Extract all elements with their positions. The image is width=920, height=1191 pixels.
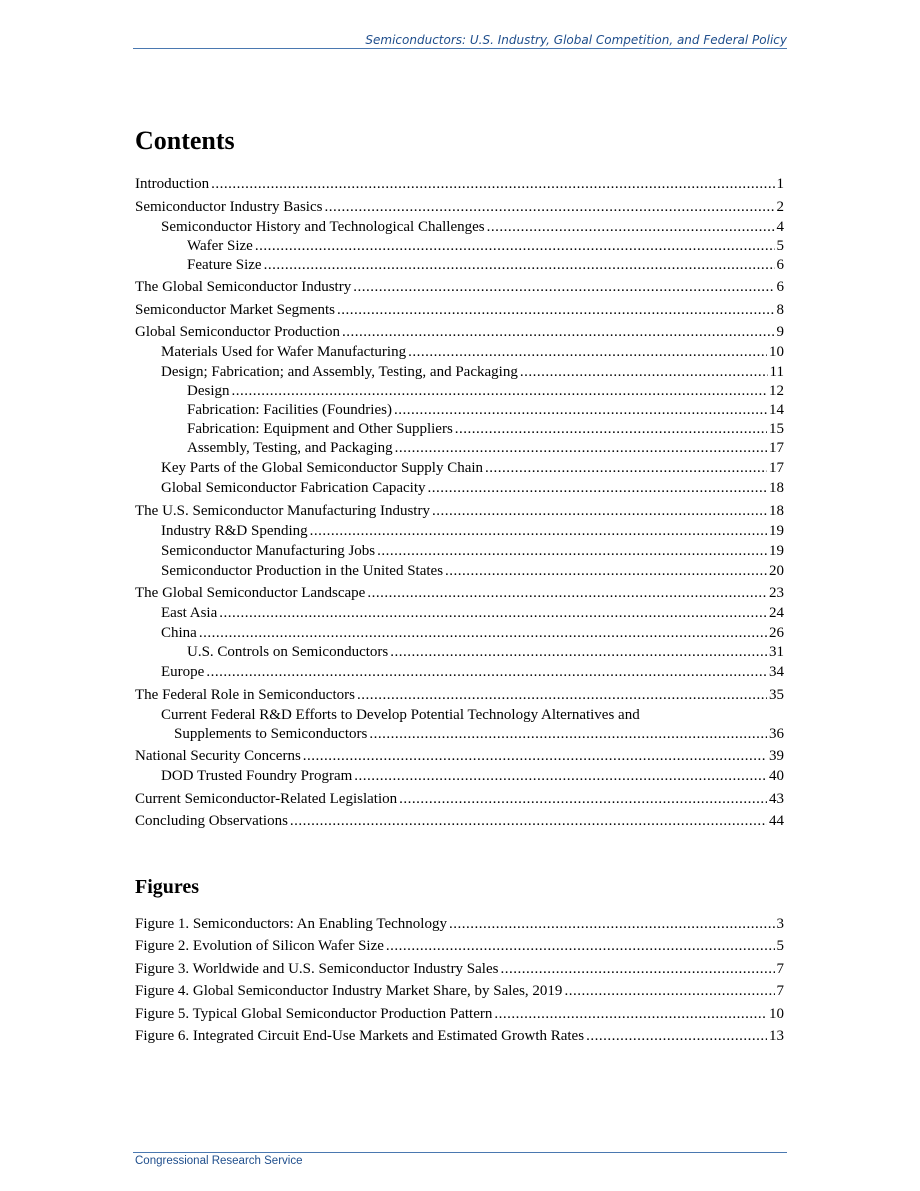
dot-leader <box>564 982 774 1001</box>
toc-page: 8 <box>776 301 784 318</box>
figure-page: 7 <box>776 960 784 977</box>
toc-label: National Security Concerns <box>135 748 301 764</box>
dot-leader <box>586 1027 767 1046</box>
toc-label: Design; Fabrication; and Assembly, Testing, and Packaging <box>161 364 518 380</box>
dot-leader <box>337 301 775 320</box>
dot-leader <box>500 960 774 979</box>
toc-entry[interactable] <box>135 382 784 401</box>
toc-label: Assembly, Testing, and Packaging <box>187 440 393 456</box>
toc-label: Global Semiconductor Fabrication Capacity <box>161 480 426 496</box>
toc-label: China <box>161 625 197 641</box>
toc-entry-continuation <box>135 725 784 744</box>
dot-leader <box>219 604 767 623</box>
toc-label: Concluding Observations <box>135 813 288 829</box>
toc-entry[interactable] <box>135 502 784 521</box>
toc-label: Semiconductor History and Technological Challenges <box>161 218 485 235</box>
toc-page: 17 <box>769 440 784 456</box>
figure-page: 13 <box>769 1028 784 1044</box>
toc-label: Fabrication: Facilities (Foundries) <box>187 402 392 418</box>
toc-entry[interactable] <box>135 812 784 831</box>
toc-entry[interactable] <box>135 420 784 439</box>
toc-page: 6 <box>776 279 784 295</box>
dot-leader <box>494 1005 767 1024</box>
dot-leader <box>264 256 775 275</box>
dot-leader <box>342 323 775 342</box>
toc-label: Feature Size <box>187 256 262 273</box>
dot-leader <box>408 343 767 362</box>
contents-title: Contents <box>135 126 235 155</box>
toc-entry[interactable] <box>135 343 784 362</box>
figure-label: Figure 6. Integrated Circuit End-Use Markets and Estimated Growth Rates <box>135 1028 585 1044</box>
toc-label: Semiconductor Production in the United States <box>161 562 444 579</box>
toc-label: Semiconductor Market Segments <box>135 301 335 318</box>
toc-label: Materials Used for Wafer Manufacturing <box>161 344 407 360</box>
figure-page: 3 <box>776 915 784 932</box>
toc-figures <box>135 911 784 1046</box>
toc-entry[interactable] <box>135 439 784 458</box>
toc-page: 40 <box>769 768 784 784</box>
dot-leader <box>485 459 767 478</box>
toc-entry[interactable] <box>135 686 784 705</box>
dot-leader <box>386 937 775 956</box>
toc-entry[interactable] <box>135 479 784 498</box>
toc-entry[interactable] <box>135 663 784 682</box>
toc-entry[interactable] <box>135 542 784 561</box>
toc-entry[interactable] <box>135 459 784 478</box>
toc-page: 43 <box>769 790 784 807</box>
toc-page: 5 <box>776 237 784 254</box>
toc-page: 12 <box>769 383 784 399</box>
figure-page: 7 <box>776 983 784 999</box>
toc-label: Introduction <box>135 176 210 192</box>
dot-leader <box>324 198 774 217</box>
toc-label: Global Semiconductor Production <box>135 324 340 340</box>
toc-page: 19 <box>769 522 784 539</box>
toc-page: 36 <box>769 725 784 742</box>
dot-leader <box>390 643 767 662</box>
toc-page: 11 <box>769 364 784 380</box>
dot-leader <box>432 502 767 521</box>
toc-entry[interactable] <box>135 604 784 623</box>
dot-leader <box>199 624 767 643</box>
toc-label: Key Parts of the Global Semiconductor Supply Chain <box>161 460 484 476</box>
toc-entry[interactable] <box>135 790 784 809</box>
toc-entry[interactable] <box>135 301 784 320</box>
toc-label-line2: Supplements to Semiconductors <box>174 725 368 742</box>
running-footer: Congressional Research Service <box>135 1155 303 1167</box>
figure-entry[interactable] <box>135 1027 784 1046</box>
toc-label: The Global Semiconductor Landscape <box>135 585 366 601</box>
toc-entry[interactable] <box>135 323 784 342</box>
figure-entry[interactable] <box>135 960 784 979</box>
toc-page: 20 <box>769 562 784 579</box>
figure-page: 5 <box>776 938 784 954</box>
figure-label: Figure 4. Global Semiconductor Industry Market Share, by Sales, 2019 <box>135 983 563 999</box>
toc-label-line1: Current Federal R&D Efforts to Develop Potential Technology Alternatives and <box>161 706 640 723</box>
dot-leader <box>445 562 767 581</box>
toc-entry[interactable] <box>135 584 784 603</box>
dot-leader <box>353 278 774 297</box>
running-header: Semiconductors: U.S. Industry, Global Competition, and Federal Policy <box>365 33 787 47</box>
toc-entry[interactable] <box>135 198 784 217</box>
figure-entry[interactable] <box>135 915 784 934</box>
toc-label: The Federal Role in Semiconductors <box>135 686 355 703</box>
toc-page: 34 <box>769 664 784 680</box>
toc-page: 4 <box>776 218 784 235</box>
toc-page: 9 <box>776 324 784 340</box>
toc-page: 39 <box>769 748 784 764</box>
dot-leader <box>310 522 767 541</box>
figure-entry[interactable] <box>135 982 784 1001</box>
toc-entry[interactable] <box>135 624 784 643</box>
toc-label: Fabrication: Equipment and Other Suppliers <box>187 421 453 437</box>
toc-page: 15 <box>769 421 784 437</box>
dot-leader <box>394 401 767 420</box>
toc-page: 24 <box>769 605 784 621</box>
toc-page: 31 <box>769 644 784 660</box>
toc-label: DOD Trusted Foundry Program <box>161 768 353 784</box>
toc-entry[interactable] <box>135 175 784 194</box>
dot-leader <box>428 479 767 498</box>
toc-label: The U.S. Semiconductor Manufacturing Industry <box>135 502 430 519</box>
toc-page: 17 <box>769 460 784 476</box>
toc-entry[interactable] <box>135 256 784 275</box>
toc-label: Semiconductor Industry Basics <box>135 198 323 215</box>
figure-label: Figure 5. Typical Global Semiconductor Production Pattern <box>135 1005 493 1022</box>
toc-label: East Asia <box>161 605 218 621</box>
toc-label: Current Semiconductor-Related Legislation <box>135 790 398 807</box>
figures-title: Figures <box>135 876 200 898</box>
toc-entry[interactable] <box>135 401 784 420</box>
toc-entry[interactable] <box>135 278 784 297</box>
toc-page: 10 <box>769 344 784 360</box>
toc-label: Wafer Size <box>187 237 253 254</box>
toc-page: 1 <box>776 176 784 192</box>
toc-entry[interactable] <box>135 218 784 237</box>
toc-page: 23 <box>769 585 784 601</box>
dot-leader <box>290 812 767 831</box>
figure-label: Figure 1. Semiconductors: An Enabling Technology <box>135 915 447 932</box>
footer-rule <box>133 1152 787 1153</box>
dot-leader <box>369 725 767 744</box>
dot-leader <box>255 237 775 256</box>
toc-label: Europe <box>161 664 205 680</box>
toc-page: 18 <box>769 502 784 519</box>
dot-leader <box>377 542 767 561</box>
toc-entry[interactable] <box>135 767 784 786</box>
dot-leader <box>367 584 767 603</box>
toc-page: 26 <box>769 625 784 641</box>
figure-entry[interactable] <box>135 937 784 956</box>
toc-page: 19 <box>769 542 784 559</box>
toc-entry[interactable] <box>135 747 784 766</box>
toc-label: Design <box>187 383 230 399</box>
toc-label: The Global Semiconductor Industry <box>135 279 352 295</box>
toc-page: 35 <box>769 686 784 703</box>
dot-leader <box>449 915 775 934</box>
dot-leader <box>232 382 768 401</box>
toc-entry[interactable] <box>135 522 784 541</box>
dot-leader <box>520 363 768 382</box>
toc-entry[interactable] <box>135 237 784 256</box>
dot-leader <box>455 420 767 439</box>
dot-leader <box>487 218 775 237</box>
toc-contents <box>135 175 784 831</box>
figure-entry[interactable] <box>135 1005 784 1024</box>
figure-label: Figure 3. Worldwide and U.S. Semiconductor Industry Sales <box>135 960 499 977</box>
figure-page: 10 <box>769 1005 784 1022</box>
toc-label: Industry R&D Spending <box>161 522 308 539</box>
dot-leader <box>211 175 774 194</box>
toc-entry[interactable] <box>135 643 784 662</box>
toc-label: U.S. Controls on Semiconductors <box>187 644 389 660</box>
toc-entry[interactable] <box>135 363 784 382</box>
toc-page: 6 <box>776 256 784 273</box>
dot-leader <box>357 686 767 705</box>
dot-leader <box>206 663 767 682</box>
figure-label: Figure 2. Evolution of Silicon Wafer Size <box>135 938 384 954</box>
toc-page: 14 <box>769 402 784 418</box>
dot-leader <box>399 790 767 809</box>
dot-leader <box>303 747 767 766</box>
toc-page: 18 <box>769 480 784 496</box>
toc-label: Semiconductor Manufacturing Jobs <box>161 542 376 559</box>
toc-entry[interactable] <box>135 562 784 581</box>
toc-page: 2 <box>776 198 784 215</box>
toc-page: 44 <box>769 813 784 829</box>
dot-leader <box>395 439 767 458</box>
header-rule <box>133 48 787 49</box>
toc-entry-multiline[interactable] <box>135 706 784 744</box>
dot-leader <box>354 767 767 786</box>
